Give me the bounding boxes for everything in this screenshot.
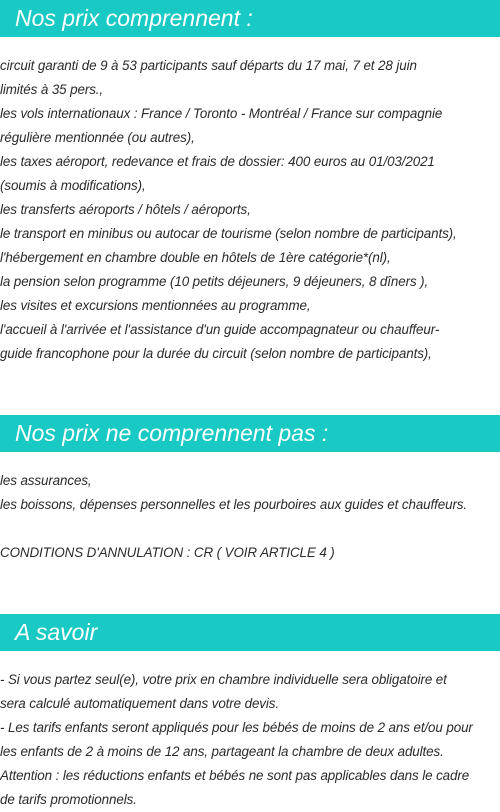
included-line: circuit garanti de 9 à 53 participants sauf départs du 17 mai, 7 et 28 juin	[0, 58, 417, 73]
good-to-know-line: Attention : les réductions enfants et bébés ne sont pas applicables dans le cadre	[0, 768, 470, 783]
good-to-know-line: - Les tarifs enfants seront appliqués pour les bébés de moins de 2 ans et/ou pour	[0, 720, 473, 735]
included-line: l'accueil à l'arrivée et l'assistance d'un guide accompagnateur ou chauffeur-	[0, 322, 440, 337]
excluded-line: les boissons, dépenses personnelles et les pourboires aux guides et chauffeurs.	[0, 497, 468, 512]
included-list	[0, 54, 500, 366]
section-header-included	[0, 0, 500, 37]
section-header-excluded	[0, 415, 500, 452]
included-line: le transport en minibus ou autocar de tourisme (selon nombre de participants),	[0, 226, 457, 241]
good-to-know-line: de tarifs promotionnels.	[0, 792, 137, 807]
good-to-know-line: sera calculé automatiquement dans votre devis.	[0, 696, 279, 711]
included-line: limités à 35 pers.,	[0, 82, 104, 97]
included-line: les vols internationaux : France / Toronto - Montréal / France sur compagnie	[0, 106, 443, 121]
included-line: régulière mentionnée (ou autres),	[0, 130, 195, 145]
included-line: la pension selon programme (10 petits déjeuners, 9 déjeuners, 8 dîners ),	[0, 274, 429, 289]
excluded-line: les assurances,	[0, 473, 92, 488]
good-to-know-line: les enfants de 2 à moins de 12 ans, partageant la chambre de deux adultes.	[0, 744, 444, 759]
section-title-excluded: Nos prix ne comprennent pas :	[15, 420, 329, 446]
excluded-list	[0, 469, 500, 565]
included-line: les transferts aéroports / hôtels / aéroports,	[0, 202, 251, 217]
included-line: l'hébergement en chambre double en hôtels de 1ère catégorie*(nl),	[0, 250, 391, 265]
spacer	[0, 517, 500, 541]
good-to-know-line: - Si vous partez seul(e), votre prix en chambre individuelle sera obligatoire et	[0, 672, 447, 687]
section-header-good-to-know	[0, 614, 500, 651]
cancellation-conditions: CONDITIONS D'ANNULATION : CR ( VOIR ARTICLE 4 )	[0, 545, 335, 560]
good-to-know-list	[0, 668, 500, 812]
included-line: les visites et excursions mentionnées au programme,	[0, 298, 311, 313]
section-title-included: Nos prix comprennent :	[15, 5, 253, 31]
included-line: (soumis à modifications),	[0, 178, 146, 193]
included-line: guide francophone pour la durée du circuit (selon nombre de participants),	[0, 346, 432, 361]
included-line: les taxes aéroport, redevance et frais de dossier: 400 euros au 01/03/2021	[0, 154, 435, 169]
section-title-good-to-know: A savoir	[15, 619, 98, 645]
